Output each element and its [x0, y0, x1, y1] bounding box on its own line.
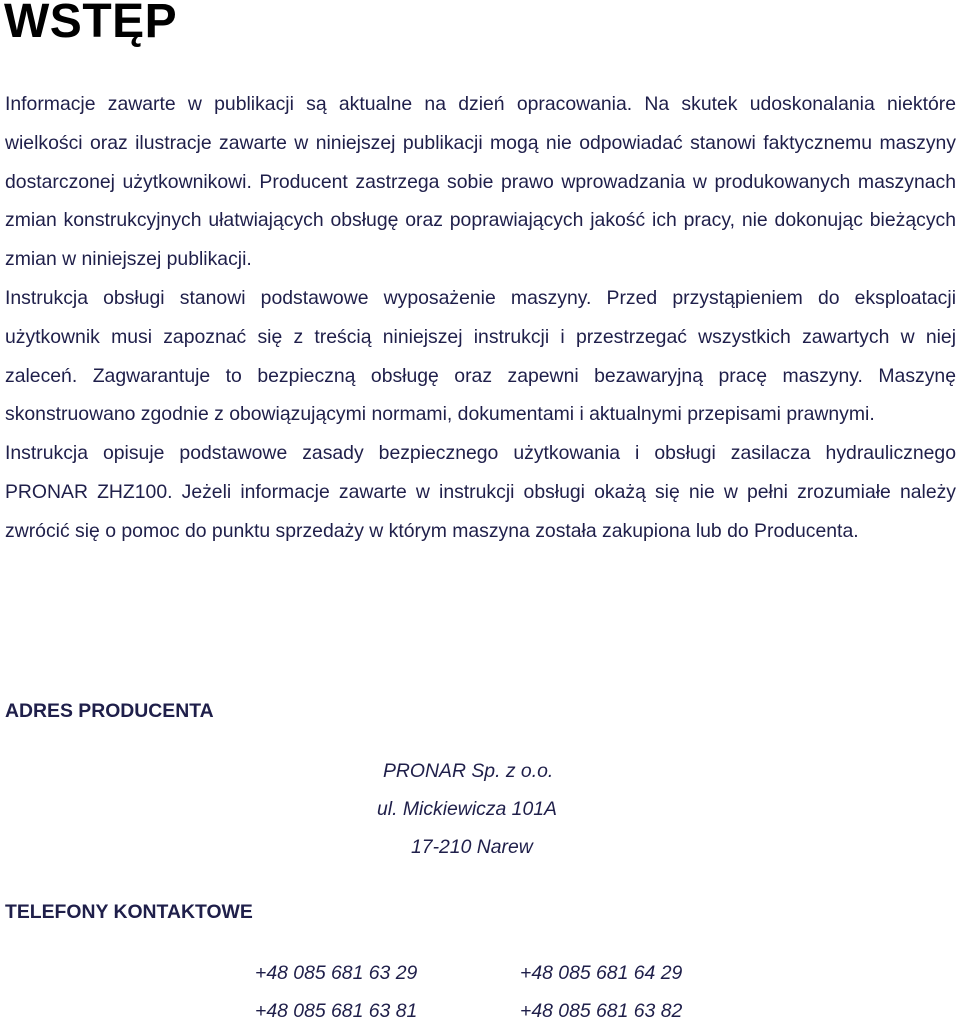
phone-number: +48 085 681 64 29 — [520, 962, 683, 984]
phones-heading: TELEFONY KONTAKTOWE — [5, 901, 253, 923]
address-street: ul. Mickiewicza 101A — [377, 798, 557, 820]
phone-number: +48 085 681 63 81 — [255, 1000, 418, 1022]
phone-number: +48 085 681 63 29 — [255, 962, 418, 984]
phone-number: +48 085 681 63 82 — [520, 1000, 683, 1022]
paragraph-manual-scope: Instrukcja opisuje podstawowe zasady bezpiecznego użytkowania i obsługi zasilacza hydraulicznego PRONAR ZHZ100. Jeżeli informacje zawarte w instrukcji obsługi okażą się nie w pełni zrozumiałe należy zwrócić się o pomoc do punktu sprzedaży w którym maszyna została zakupiona lub do Producenta. — [5, 442, 956, 542]
address-company: PRONAR Sp. z o.o. — [383, 760, 554, 782]
paragraph-publication-info: Informacje zawarte w publikacji są aktualne na dzień opracowania. Na skutek udoskonalania niektóre wielkości oraz ilustracje zawarte w niniejszej publikacji mogą nie odpowiadać stanowi faktycznemu maszyny dostarczonej użytkownikowi. Producent zastrzega sobie prawo wprowadzania w produkowanych maszynach zmian konstrukcyjnych ułatwiających obsługę oraz poprawiających jakość ich pracy, nie dokonując bieżących zmian w niniejszej publikacji. — [5, 93, 956, 271]
address-city: 17-210 Narew — [411, 836, 533, 858]
address-heading: ADRES PRODUCENTA — [5, 700, 214, 722]
page-title: WSTĘP — [4, 0, 178, 48]
intro-text — [5, 85, 956, 551]
paragraph-manual-equipment: Instrukcja obsługi stanowi podstawowe wyposażenie maszyny. Przed przystąpieniem do eksploatacji użytkownik musi zapoznać się z treścią niniejszej instrukcji i przestrzegać wszystkich zawartych w niej zaleceń. Zagwarantuje to bezpieczną obsługę oraz zapewni bezawaryjną pracę maszyny. Maszynę skonstruowano zgodnie z obowiązującymi normami, dokumentami i aktualnymi przepisami prawnymi. — [5, 286, 956, 426]
